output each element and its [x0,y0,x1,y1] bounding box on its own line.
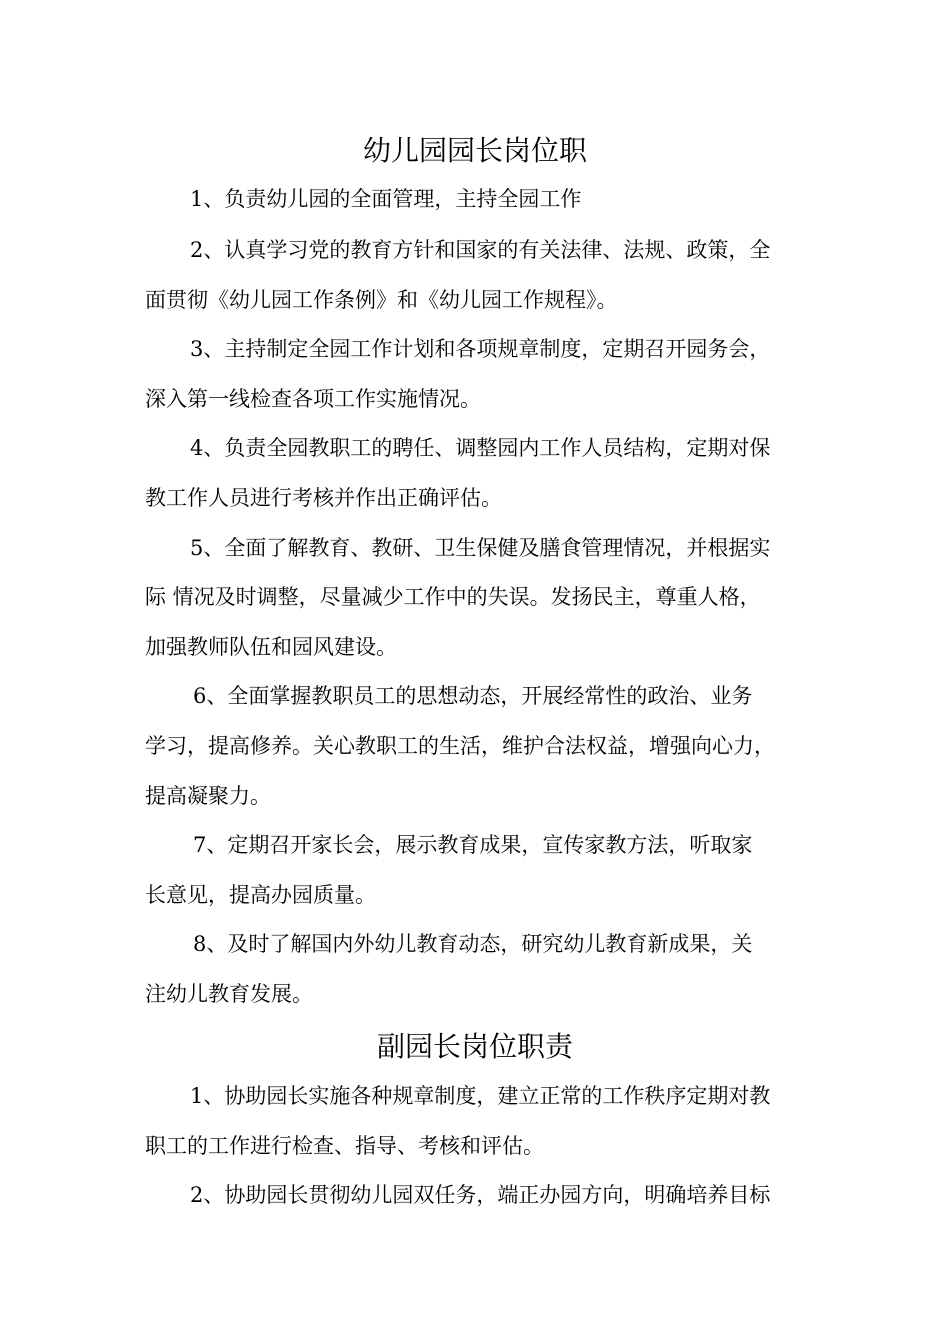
paragraph-line: 2、协助园长贯彻幼儿园双任务，端正办园方向，明确培养目标 [190,1183,771,1207]
paragraph-line: 3、主持制定全园工作计划和各项规章制度，定期召开园务会， [190,337,771,361]
paragraph-line: 注幼儿教育发展。 [145,982,313,1006]
paragraph-line: 8、及时了解国内外幼儿教育动态，研究幼儿教育新成果，关 [193,932,753,956]
paragraph-line: 1、协助园长实施各种规章制度，建立正常的工作秩序定期对教 [190,1084,771,1108]
paragraph-line: 2、认真学习党的教育方针和国家的有关法律、法规、政策，全 [190,238,771,262]
paragraph-line: 5、全面了解教育、教研、卫生保健及膳食管理情况，并根据实 [190,536,771,560]
paragraph-line: 教工作人员进行考核并作出正确评估。 [145,486,502,510]
paragraph-line: 6、全面掌握教职员工的思想动态，开展经常性的政治、业务 [193,684,753,708]
paragraph-line: 7、定期召开家长会，展示教育成果，宣传家教方法，听取家 [193,833,753,857]
paragraph-line: 1、负责幼儿园的全面管理，主持全园工作 [190,187,582,211]
paragraph-line: 长意见，提高办园质量。 [145,883,376,907]
paragraph-line: 深入第一线检查各项工作实施情况。 [145,387,481,411]
section-title-deputy-director: 副园长岗位职责 [376,1030,573,1063]
paragraph-line: 4、负责全园教职工的聘任、调整园内工作人员结构，定期对保 [190,436,771,460]
section-title-director: 幼儿园园长岗位职 [362,134,587,167]
paragraph-line: 职工的工作进行检查、指导、考核和评估。 [145,1134,544,1158]
paragraph-line: 学习，提高修养。关心教职工的生活，维护合法权益，增强向心力， [145,734,775,758]
paragraph-line: 面贯彻《幼儿园工作条例》和《幼儿园工作规程》。 [145,288,618,312]
paragraph-line: 提高凝聚力。 [145,784,271,808]
paragraph-line: 际 情况及时调整，尽量减少工作中的失误。发扬民主，尊重人格， [145,585,761,609]
paragraph-line: 加强教师队伍和园风建设。 [145,635,397,659]
